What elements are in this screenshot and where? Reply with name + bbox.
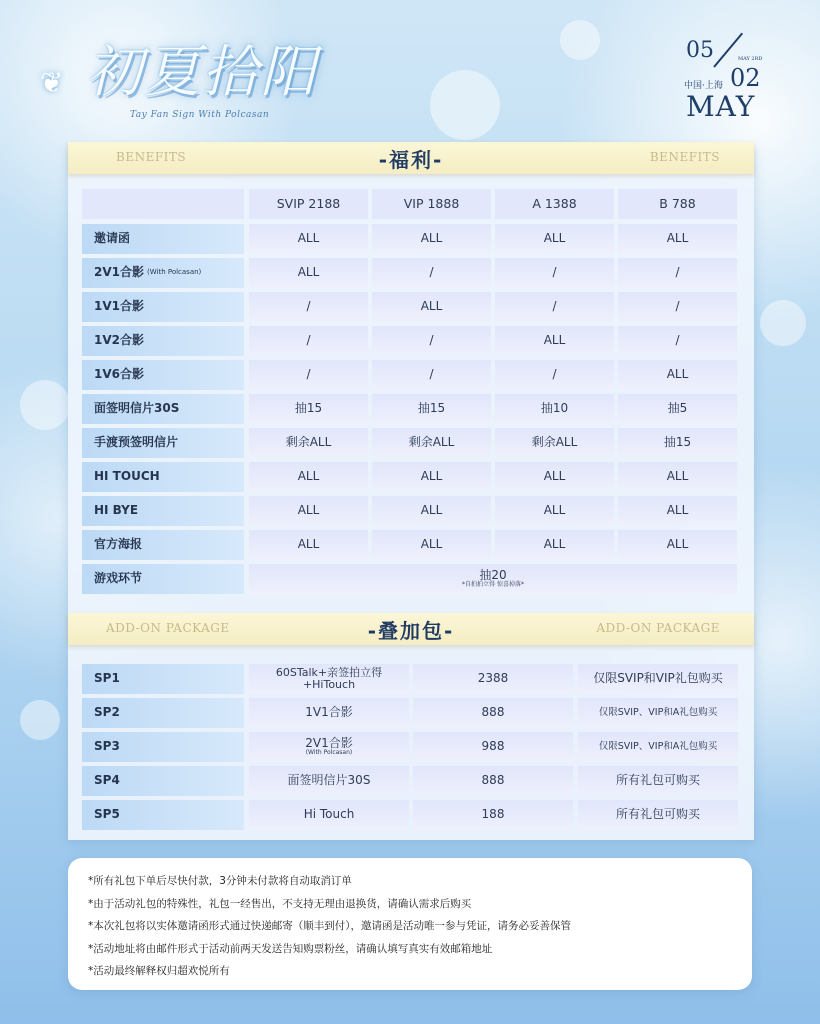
addon-price: 988 bbox=[413, 732, 573, 762]
addon-item-text: 面签明信片30S bbox=[287, 773, 371, 788]
table-cell: / bbox=[249, 292, 368, 322]
game-value: 抽20 bbox=[479, 568, 507, 583]
bokeh-light bbox=[760, 300, 806, 346]
table-cell: ALL bbox=[372, 224, 491, 254]
row-label-text: HI TOUCH bbox=[94, 469, 160, 484]
addon-item-text: Hi Touch bbox=[303, 807, 355, 822]
row-label bbox=[82, 564, 244, 594]
event-subtitle: Tay Fan Sign With Polcasan bbox=[130, 110, 270, 120]
row-label bbox=[82, 496, 244, 526]
bokeh-light bbox=[430, 70, 500, 140]
row-label bbox=[82, 258, 244, 288]
addon-price: 2388 bbox=[413, 664, 573, 694]
table-cell: ALL bbox=[495, 462, 614, 492]
addon-price: 188 bbox=[413, 800, 573, 830]
addon-item bbox=[249, 664, 409, 694]
note-line: *活动地址将由邮件形式于活动前两天发送告知购票粉丝，请确认填写真实有效邮箱地址 bbox=[88, 942, 493, 955]
table-cell: 抽15 bbox=[372, 394, 491, 424]
table-cell: / bbox=[495, 360, 614, 390]
addon-item-text: 1V1合影 bbox=[305, 705, 353, 720]
table-cell: / bbox=[618, 292, 737, 322]
note-line: *活动最终解释权归超欢悦所有 bbox=[88, 965, 230, 977]
table-cell: 剩余ALL bbox=[495, 428, 614, 458]
addon-side-right: ADD-ON PACKAGE bbox=[596, 621, 720, 635]
column-header: B 788 bbox=[618, 189, 737, 219]
table-cell: 抽10 bbox=[495, 394, 614, 424]
addon-price: 888 bbox=[413, 698, 573, 728]
addon-item-text: 2V1合影 bbox=[305, 736, 353, 751]
addon-price: 888 bbox=[413, 766, 573, 796]
table-cell: / bbox=[618, 258, 737, 288]
column-header: A 1388 bbox=[495, 189, 614, 219]
addon-note: 所有礼包可购买 bbox=[578, 766, 738, 796]
row-label bbox=[82, 462, 244, 492]
addon-note: 仅限SVIP、VIP和A礼包购买 bbox=[578, 732, 738, 762]
addon-note: 仅限SVIP、VIP和A礼包购买 bbox=[578, 698, 738, 728]
table-cell: ALL bbox=[372, 462, 491, 492]
row-label bbox=[82, 360, 244, 390]
row-label bbox=[82, 292, 244, 322]
row-label bbox=[82, 326, 244, 356]
row-label-text: 面签明信片30S bbox=[94, 401, 180, 416]
table-cell: / bbox=[495, 292, 614, 322]
bokeh-light bbox=[560, 20, 600, 60]
table-cell: ALL bbox=[495, 224, 614, 254]
row-label-text: 1V2合影 bbox=[94, 333, 144, 348]
addon-label: SP5 bbox=[82, 800, 244, 830]
benefits-title: -福利- bbox=[378, 148, 444, 172]
row-label-text: HI BYE bbox=[94, 503, 139, 518]
table-cell: ALL bbox=[249, 258, 368, 288]
row-label-text: 游戏环节 bbox=[94, 571, 143, 586]
column-header: SVIP 2188 bbox=[249, 189, 368, 219]
date-location: 中国·上海 bbox=[684, 81, 723, 91]
addon-banner bbox=[68, 613, 754, 645]
table-cell: 剩余ALL bbox=[249, 428, 368, 458]
table-cell: / bbox=[372, 326, 491, 356]
addon-item-text2: (With Polcasan) bbox=[305, 749, 353, 757]
benefits-banner bbox=[68, 142, 754, 174]
addon-item bbox=[249, 732, 409, 762]
addon-item bbox=[249, 766, 409, 796]
date-month: 05 bbox=[686, 38, 714, 63]
table-cell: / bbox=[372, 258, 491, 288]
table-cell: 抽5 bbox=[618, 394, 737, 424]
table-cell: ALL bbox=[618, 496, 737, 526]
row-label bbox=[82, 224, 244, 254]
row-label-text: 1V1合影 bbox=[94, 299, 144, 314]
row-label bbox=[82, 394, 244, 424]
date-month-name: MAY bbox=[686, 90, 756, 123]
addon-label: SP4 bbox=[82, 766, 244, 796]
addon-title: -叠加包- bbox=[367, 619, 455, 643]
game-cell bbox=[249, 564, 737, 594]
table-cell: ALL bbox=[372, 530, 491, 560]
benefits-side-right: BENEFITS bbox=[649, 150, 720, 164]
table-cell: 抽15 bbox=[249, 394, 368, 424]
addon-item-text2: +HiTouch bbox=[302, 678, 356, 691]
row-label-text: 2V1合影 bbox=[94, 265, 144, 280]
butterfly-icon: ❦ bbox=[40, 66, 64, 99]
table-cell: ALL bbox=[372, 496, 491, 526]
table-cell: ALL bbox=[495, 530, 614, 560]
note-line: *所有礼包下单后尽快付款，3分钟未付款将自动取消订单 bbox=[88, 875, 352, 887]
row-label bbox=[82, 530, 244, 560]
addon-note: 所有礼包可购买 bbox=[578, 800, 738, 830]
date-block bbox=[684, 38, 804, 128]
date-day: 02 bbox=[730, 64, 761, 92]
table-cell: ALL bbox=[249, 496, 368, 526]
table-cell: / bbox=[495, 258, 614, 288]
addon-label: SP2 bbox=[82, 698, 244, 728]
row-label-text: 1V6合影 bbox=[94, 367, 144, 382]
addon-item bbox=[249, 698, 409, 728]
row-label bbox=[82, 428, 244, 458]
bokeh-light bbox=[20, 700, 60, 740]
game-note: *自拍拍立得 惊喜掉落* bbox=[462, 581, 524, 589]
table-cell: ALL bbox=[618, 462, 737, 492]
table-cell: ALL bbox=[618, 224, 737, 254]
table-cell: ALL bbox=[618, 530, 737, 560]
table-cell: ALL bbox=[249, 462, 368, 492]
addon-label: SP1 bbox=[82, 664, 244, 694]
date-divider bbox=[713, 33, 743, 68]
table-cell: ALL bbox=[372, 292, 491, 322]
date-small: MAY 2RD bbox=[738, 56, 763, 62]
row-label-tag: (With Polcasan) bbox=[147, 268, 202, 277]
table-cell: ALL bbox=[618, 360, 737, 390]
addon-side-left: ADD-ON PACKAGE bbox=[106, 621, 230, 635]
addon-item-text: 60STalk+亲签拍立得 bbox=[275, 665, 383, 679]
table-cell: ALL bbox=[495, 496, 614, 526]
addon-item bbox=[249, 800, 409, 830]
table-corner bbox=[82, 189, 244, 219]
benefits-side-left: BENEFITS bbox=[116, 150, 187, 164]
table-cell: ALL bbox=[249, 224, 368, 254]
note-line: *本次礼包将以实体邀请函形式通过快递邮寄（顺丰到付），邀请函是活动唯一参与凭证，请务必妥善保管 bbox=[88, 920, 571, 932]
table-cell: / bbox=[249, 326, 368, 356]
addon-label: SP3 bbox=[82, 732, 244, 762]
table-cell: 剩余ALL bbox=[372, 428, 491, 458]
table-cell: ALL bbox=[249, 530, 368, 560]
column-header: VIP 1888 bbox=[372, 189, 491, 219]
addon-note: 仅限SVIP和VIP礼包购买 bbox=[578, 664, 738, 694]
row-label-text: 手渡预签明信片 bbox=[94, 435, 179, 450]
event-title: 初夏拾阳 bbox=[86, 40, 318, 105]
bokeh-light bbox=[20, 380, 70, 430]
note-line: *由于活动礼包的特殊性，礼包一经售出，不支持无理由退换货，请确认需求后购买 bbox=[88, 897, 472, 910]
row-label-text: 邀请函 bbox=[94, 231, 131, 246]
row-label-text: 官方海报 bbox=[94, 537, 143, 552]
table-cell: / bbox=[618, 326, 737, 356]
table-cell: 抽15 bbox=[618, 428, 737, 458]
table-cell: ALL bbox=[495, 326, 614, 356]
table-cell: / bbox=[372, 360, 491, 390]
table-cell: / bbox=[249, 360, 368, 390]
notes-box bbox=[68, 858, 752, 990]
